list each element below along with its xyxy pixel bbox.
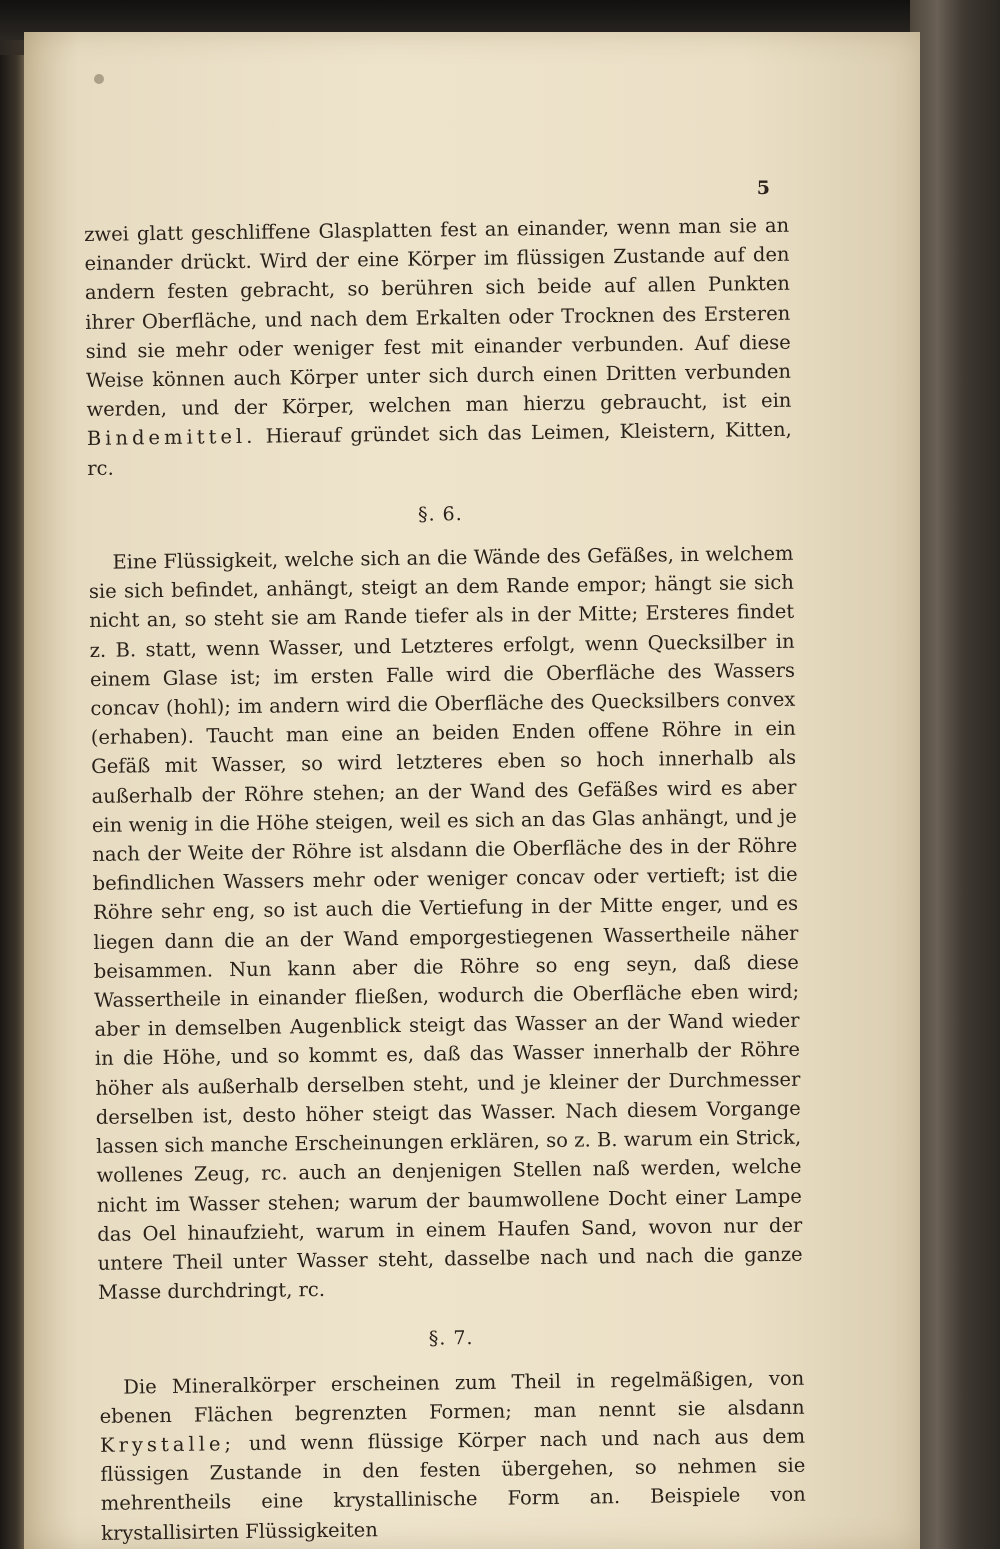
book-cover-right <box>910 0 1000 1549</box>
section-heading-7: §. 7. <box>428 1327 474 1350</box>
paragraph-2: Eine Flüssigkeit, welche sich an die Wände des Gefäßes, in welchem sie sich befindet, anhängt, steigt an dem Rande empor; hängt sie sich nicht an, so steht sie am Rande tiefer als in der Mitte; Ersteres findet z. B. statt, wenn Wasser, und Letzteres erfolgt, wenn Quecksilber in einem Glase ist; im ersten Falle wird die Oberfläche des Wassers concav (hohl); im andern wird die Oberfläche des Quecksilbers convex (erhaben). Taucht man eine an beiden Enden offene Röhre in ein Gefäß mit Wasser, so wird letzteres eben so hoch innerhalb als außerhalb der Röhre stehen; an der Wand des Gefäßes wird es aber ein wenig in die Höhe steigen, weil es sich an das Glas anhängt, und je nach der Weite der Röhre ist alsdann die Oberfläche des in der Röhre befindlichen Wassers mehr oder weniger concav oder vertieft; ist die Röhre sehr eng, so ist auch die Vertiefung in der Mitte enger, und es liegen dann die an der Wand emporgestiegenen Wassertheile näher beisammen. Nun kann aber die Röhre so eng seyn, daß diese Wassertheile in einander fließen, wodurch die Oberfläche eben wird; aber in demselben Augenblick steigt das Wasser an der Wand wieder in die Höhe, und so kommt es, daß das Wasser innerhalb der Röhre höher als außerhalb derselben steht, und je kleiner der Durchmesser derselben ist, desto höher steigt das Wasser. Nach diesem Vorgange lassen sich manche Erscheinungen erklären, so z. B. warum ein Strick, wollenes Zeug, rc. auch an denjenigen Stellen naß werden, welche nicht im Wasser stehen; warum der baumwollene Docht einer Lampe das Oel hinaufzieht, warum in einem Haufen Sand, wovon nur der untere Theil unter Wasser steht, dasselbe nach und nach die ganze Masse durchdringt, rc. <box>88 541 803 1305</box>
term-krystalle: Krystalle; <box>99 1432 236 1457</box>
paragraph-1-text-b: Hierauf gründet sich das Leimen, Kleistern, Kitten, rc. <box>87 418 792 480</box>
term-bindemittel: Bindemittel. <box>86 425 257 451</box>
book-page <box>24 32 920 1549</box>
paragraph-1 <box>84 211 792 483</box>
ink-spot <box>94 74 104 84</box>
paragraph-3-text-a: Die Mineralkörper erscheinen zum Theil in regelmäßigen, von ebenen Flächen begrenzten Formen; man nennt sie alsdann <box>99 1366 805 1428</box>
paragraph-3 <box>99 1363 806 1547</box>
section-heading-6: §. 6. <box>417 502 463 526</box>
paragraph-3-text-b: und wenn flüssige Körper nach und nach aus dem flüssigen Zustande in den festen übergehen, so nehmen sie mehrentheils eine krystallinische Form an. Beispiele von krystallisirten Flüssigkeiten <box>100 1424 806 1545</box>
paragraph-1-text-a: zwei glatt geschliffene Glasplatten fest an einander, wenn man sie an einander drückt. Wird der eine Körper im flüssigen Zustande auf den andern festen gebracht, so berühren sich beide auf allen Punkten ihrer Oberfläche, und nach dem Erkalten oder Trocknen des Ersteren sind sie mehr oder weniger fest mit einander verbunden. Auf diese Weise können auch Körper unter sich durch einen Dritten verbunden werden, und der Körper, welchen man hierzu gebraucht, ist ein <box>84 213 792 422</box>
page-number: 5 <box>756 177 770 199</box>
page-body <box>84 211 806 1548</box>
